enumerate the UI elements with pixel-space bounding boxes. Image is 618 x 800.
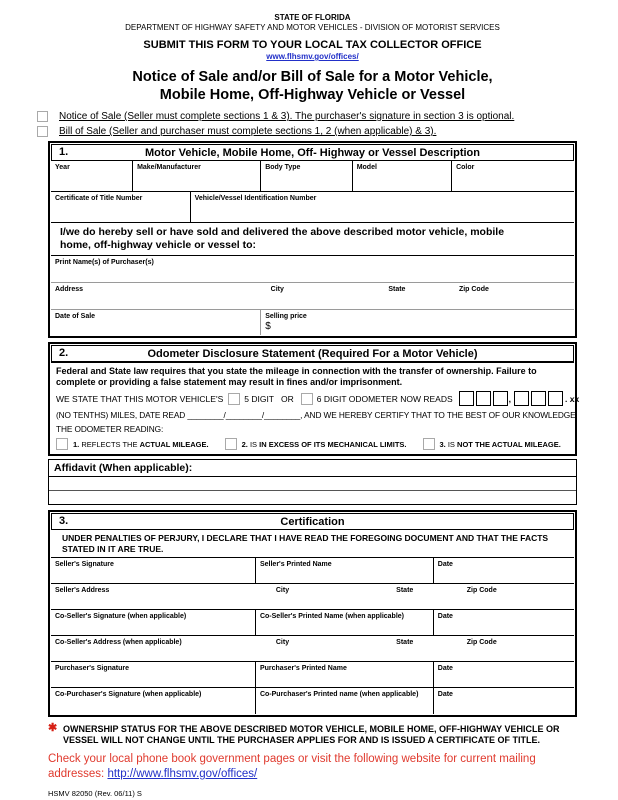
co-purchaser-printed-name-field[interactable] xyxy=(255,688,433,714)
seller-state-label: State xyxy=(396,587,414,594)
affidavit-line[interactable] xyxy=(49,477,576,490)
odometer-law-text: Federal and State law requires that you state the mileage in connection with the transfer of ownership. Failure to complete or providing a false statement may result in fines and/or imprisonment. xyxy=(56,366,537,387)
purchaser-name-row xyxy=(51,255,574,282)
option-1-pre: REFLECTS THE xyxy=(79,439,140,449)
option-3-bold: NOT THE ACTUAL MILEAGE. xyxy=(457,439,561,449)
zip-label: Zip Code xyxy=(458,286,489,293)
six-digit-label: 6 DIGIT ODOMETER NOW READS xyxy=(316,393,453,404)
odometer-xx-suffix: . xx xyxy=(565,393,580,404)
page-title xyxy=(48,68,577,104)
purchaser-signature-label: Purchaser's Signature xyxy=(55,665,130,672)
co-seller-signature-label: Co-Seller's Signature (when applicable) xyxy=(55,613,187,620)
co-seller-date-label: Date xyxy=(437,613,453,620)
section-3-certification xyxy=(48,510,577,717)
section-2-title: Odometer Disclosure Statement (Required For a Motor Vehicle) xyxy=(147,347,478,360)
option-3-pre: IS xyxy=(445,439,458,449)
seller-city-label: City xyxy=(275,587,290,594)
vehicle-row xyxy=(51,161,574,191)
we-state-text: WE STATE THAT THIS MOTOR VEHICLE'S xyxy=(56,393,224,404)
seller-signature-field[interactable] xyxy=(51,558,255,583)
co-purchaser-signature-row xyxy=(51,687,574,714)
co-purchaser-date-field[interactable] xyxy=(433,688,574,714)
purchaser-date-label: Date xyxy=(437,665,453,672)
co-seller-city-label: City xyxy=(275,639,290,646)
co-seller-zip-label: Zip Code xyxy=(466,639,497,646)
odometer-option-1 xyxy=(56,438,209,450)
odometer-reads-row xyxy=(56,391,580,406)
website-link[interactable]: www.flhsmv.gov/offices/ xyxy=(266,52,359,61)
co-seller-signature-field[interactable] xyxy=(51,610,255,635)
bill-of-sale-option xyxy=(37,126,577,137)
color-label: Color xyxy=(456,164,475,171)
seller-address-field[interactable] xyxy=(51,584,574,609)
section-3-title: Certification xyxy=(280,515,345,528)
option-1-number: 1. xyxy=(73,439,80,449)
co-seller-date-field[interactable] xyxy=(433,610,574,635)
date-of-sale-label: Date of Sale xyxy=(55,313,96,320)
form-number: HSMV 82050 (Rev. 06/11) S xyxy=(48,789,142,798)
body-type-field[interactable] xyxy=(260,161,352,191)
co-seller-printed-name-label: Co-Seller's Printed Name (when applicable) xyxy=(259,613,405,620)
odometer-option-2 xyxy=(225,438,407,450)
option-1-bold: ACTUAL MILEAGE. xyxy=(139,439,209,449)
odometer-digit-box[interactable] xyxy=(476,391,491,406)
seller-printed-name-field[interactable] xyxy=(255,558,433,583)
title-vin-row xyxy=(51,191,574,222)
dollar-sign: $ xyxy=(265,321,271,332)
seller-address-label: Seller's Address xyxy=(55,587,110,594)
section-1-number: 1. xyxy=(59,146,69,158)
perjury-statement: UNDER PENALTIES OF PERJURY, I DECLARE THAT I HAVE READ THE FOREGOING DOCUMENT AND THAT THE FACTS STATED IN IT ARE TRUE. xyxy=(62,533,549,554)
odometer-body xyxy=(51,362,580,453)
color-field[interactable] xyxy=(451,161,574,191)
odometer-digit-box[interactable] xyxy=(548,391,563,406)
body-type-label: Body Type xyxy=(265,164,301,171)
section-2-header xyxy=(51,345,574,362)
seller-printed-name-label: Seller's Printed Name xyxy=(259,561,332,568)
address-label: Address xyxy=(55,286,84,293)
co-purchaser-signature-field[interactable] xyxy=(51,688,255,714)
odometer-comma: , xyxy=(508,393,511,404)
vin-label: Vehicle/Vessel Identification Number xyxy=(194,195,317,202)
not-actual-mileage-checkbox[interactable] xyxy=(423,438,435,450)
date-read-pre: (NO TENTHS) MILES, DATE READ xyxy=(56,410,188,420)
odometer-digit-box[interactable] xyxy=(459,391,474,406)
co-purchaser-printed-name-label: Co-Purchaser's Printed name (when applicable) xyxy=(259,691,419,698)
red-asterisk-icon: ✱ xyxy=(48,722,58,734)
seller-date-field[interactable] xyxy=(433,558,574,583)
actual-mileage-checkbox[interactable] xyxy=(56,438,68,450)
option-2-bold: IN EXCESS OF ITS MECHANICAL LIMITS. xyxy=(259,439,407,449)
six-digit-checkbox[interactable] xyxy=(301,393,313,405)
odometer-digit-box[interactable] xyxy=(531,391,546,406)
department-heading: DEPARTMENT OF HIGHWAY SAFETY AND MOTOR VEHICLES - DIVISION OF MOTORIST SERVICES xyxy=(125,23,500,32)
notice-of-sale-checkbox[interactable] xyxy=(37,111,48,122)
option-3-number: 3. xyxy=(439,439,446,449)
section-3-header xyxy=(51,513,574,530)
or-label: OR xyxy=(281,393,294,404)
option-2-pre: IS xyxy=(247,439,260,449)
bill-of-sale-label: Bill of Sale (Seller and purchaser must complete sections 1, 2 (when applicable) & 3). xyxy=(59,126,437,137)
date-price-row xyxy=(51,309,574,335)
purchaser-address-row xyxy=(51,282,574,309)
title-number-label: Certificate of Title Number xyxy=(55,195,143,202)
co-purchaser-signature-label: Co-Purchaser's Signature (when applicable) xyxy=(55,691,202,698)
make-field[interactable] xyxy=(132,161,260,191)
title-line-1: Notice of Sale and/or Bill of Sale for a Motor Vehicle, xyxy=(132,69,493,85)
date-of-sale-field[interactable] xyxy=(51,310,260,335)
model-field[interactable] xyxy=(352,161,451,191)
co-seller-signature-row xyxy=(51,609,574,635)
form-type-options xyxy=(37,111,577,137)
selling-price-field[interactable] xyxy=(260,310,574,335)
date-read-blanks[interactable]: ________/________/________ xyxy=(187,410,301,420)
seller-zip-label: Zip Code xyxy=(466,587,497,594)
purchaser-date-field[interactable] xyxy=(433,662,574,687)
bill-of-sale-checkbox[interactable] xyxy=(37,126,48,137)
ownership-note xyxy=(48,724,577,745)
purchaser-signature-field[interactable] xyxy=(51,662,255,687)
co-seller-printed-name-field[interactable] xyxy=(255,610,433,635)
date-read-line xyxy=(56,410,576,420)
seller-date-label: Date xyxy=(437,561,453,568)
vin-field[interactable] xyxy=(190,192,574,222)
co-seller-address-label: Co-Seller's Address (when applicable) xyxy=(55,639,182,646)
offices-link[interactable]: http://www.flhsmv.gov/offices/ xyxy=(107,768,258,780)
section-3-number: 3. xyxy=(59,515,69,527)
five-digit-label: 5 DIGIT xyxy=(244,393,275,404)
notice-of-sale-label: Notice of Sale (Seller must complete sections 1 & 3). The purchaser's signature in section 3 is optional. xyxy=(59,111,515,122)
section-1-title: Motor Vehicle, Mobile Home, Off- Highway or Vessel Description xyxy=(145,146,480,159)
section-2-number: 2. xyxy=(59,347,69,359)
seller-address-row xyxy=(51,583,574,609)
selling-price-label: Selling price xyxy=(265,313,307,320)
section-2-odometer xyxy=(48,342,580,456)
co-purchaser-date-label: Date xyxy=(437,691,453,698)
purchaser-name-field[interactable] xyxy=(51,256,574,282)
odometer-digit-box[interactable] xyxy=(514,391,529,406)
seller-signature-row xyxy=(51,557,574,583)
purchaser-signature-row xyxy=(51,661,574,687)
date-read-post: , AND WE HEREBY CERTIFY THAT TO THE BEST OF OUR KNOWLEDGE xyxy=(300,410,576,420)
mechanical-limits-checkbox[interactable] xyxy=(225,438,237,450)
submit-instruction: SUBMIT THIS FORM TO YOUR LOCAL TAX COLLECTOR OFFICE xyxy=(143,39,482,51)
odometer-reading-label: THE ODOMETER READING: xyxy=(56,424,164,434)
purchaser-name-label: Print Name(s) of Purchaser(s) xyxy=(55,259,154,266)
make-label: Make/Manufacturer xyxy=(137,164,201,171)
option-2-number: 2. xyxy=(241,439,248,449)
affidavit-label: Affidavit (When applicable): xyxy=(49,460,576,477)
year-field[interactable] xyxy=(51,161,132,191)
odometer-option-3 xyxy=(423,438,561,450)
co-seller-address-row xyxy=(51,635,574,661)
seller-signature-label: Seller's Signature xyxy=(55,561,114,568)
state-heading: STATE OF FLORIDA xyxy=(274,13,351,22)
affidavit-line[interactable] xyxy=(49,490,576,504)
notice-of-sale-option xyxy=(37,111,577,122)
purchaser-printed-name-label: Purchaser's Printed Name xyxy=(259,665,347,672)
section-1-header xyxy=(51,144,574,161)
mailing-note xyxy=(48,752,577,782)
co-seller-state-label: State xyxy=(396,639,414,646)
co-seller-address-field[interactable] xyxy=(51,636,574,661)
model-label: Model xyxy=(356,164,377,171)
section-1-vehicle-description xyxy=(48,141,577,338)
title-line-2: Mobile Home, Off-Highway Vehicle or Vessel xyxy=(159,87,466,103)
sale-statement: I/we do hereby sell or have sold and delivered the above described motor vehicle, mobile home, off-highway vehicle or vessel to: xyxy=(51,222,574,255)
purchaser-address-field[interactable] xyxy=(51,283,574,309)
ownership-note-text: OWNERSHIP STATUS FOR THE ABOVE DESCRIBED MOTOR VEHICLE, MOBILE HOME, OFF-HIGHWAY VEHICLE OR VESSEL WILL NOT CHANGE UNTIL THE PURCHASER APPLIES FOR AND IS ISSUED A CERTIFICATE OF TITLE. xyxy=(63,724,560,745)
year-label: Year xyxy=(55,164,70,171)
city-label: City xyxy=(270,286,284,293)
odometer-options xyxy=(56,438,569,450)
five-digit-checkbox[interactable] xyxy=(228,393,240,405)
state-label: State xyxy=(388,286,406,293)
mailing-note-text: Check your local phone book government pages or visit the following website for current mailing addresses: xyxy=(48,753,536,780)
affidavit-box xyxy=(48,459,577,505)
title-number-field[interactable] xyxy=(51,192,190,222)
odometer-digit-box[interactable] xyxy=(493,391,508,406)
purchaser-printed-name-field[interactable] xyxy=(255,662,433,687)
